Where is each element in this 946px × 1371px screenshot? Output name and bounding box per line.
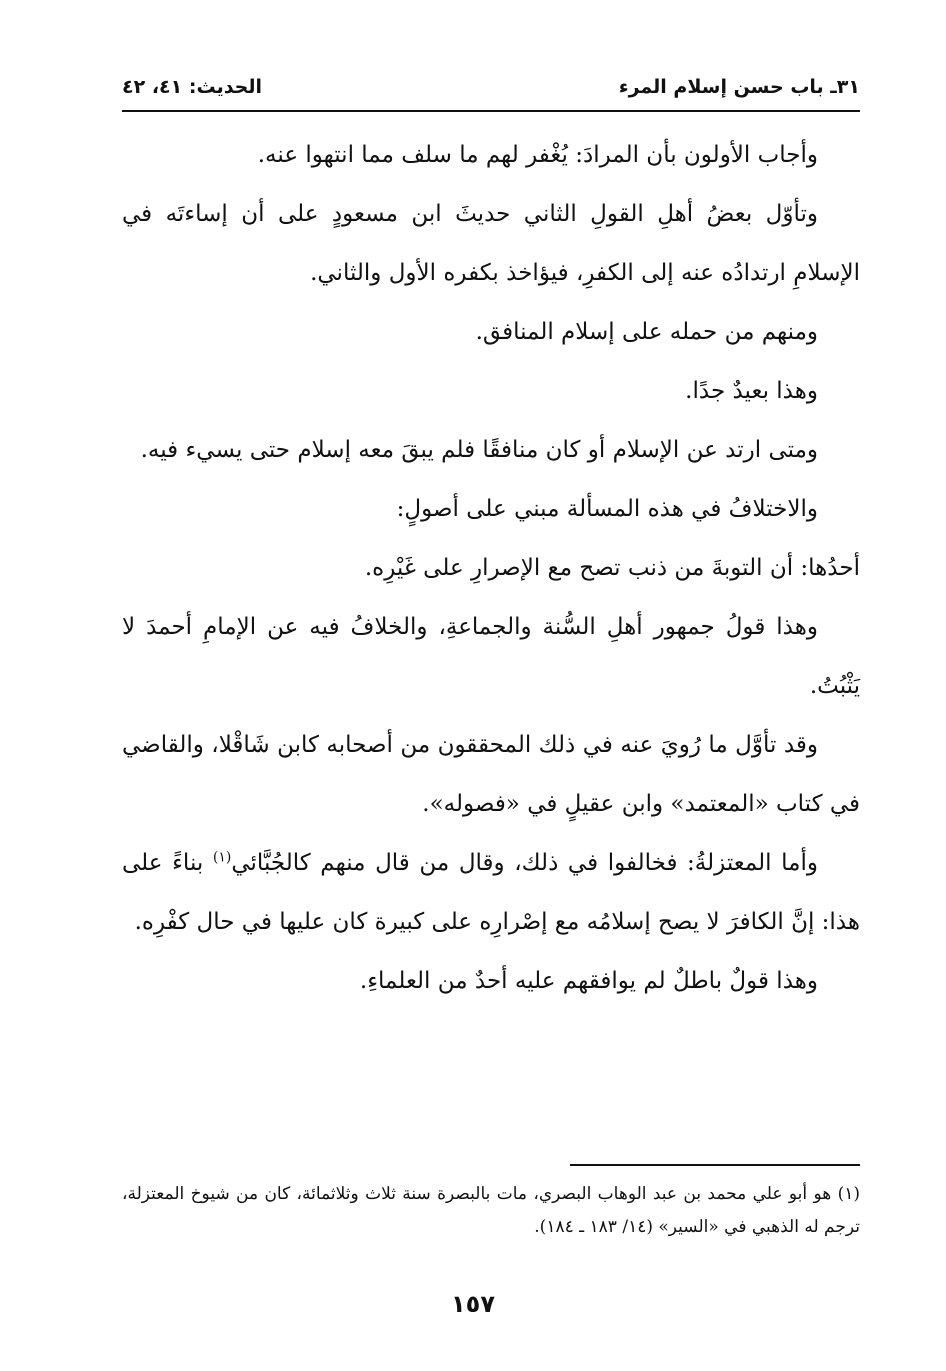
hadith-reference: الحديث: ٤١، ٤٢ [122,76,263,98]
running-header [122,72,860,108]
paragraph: وهذا قولُ جمهور أهلِ السُّنة والجماعةِ، والخلافُ فيه عن الإمامِ أحمدَ لا يَثْبُتُ. [122,614,860,699]
footnote-marker: (١) [212,849,232,866]
footnote-1: (١) هو أبو علي محمد بن عبد الوهاب البصري، مات بالبصرة سنة ثلاث وثلاثمائة، كان من شيوخ المعتزلة، ترجم له الذهبي في «السير» (١٤/ ١٨٣ ـ ١٨٤). [122,1184,860,1237]
paragraph: وهذا بعيدٌ جدًا. [685,378,818,404]
paragraph: أحدُها: أن التوبةَ من ذنب تصح مع الإصرارِ على غَيْرِه. [364,555,860,581]
paragraph: والاختلافُ في هذه المسألة مبني على أصولٍ: [396,496,818,522]
paragraph: وتأوّل بعضُ أهلِ القولِ الثاني حديثَ ابن مسعودٍ على أن إساءتَه في الإسلامِ ارتدادُه عنه إلى الكفرِ، فيؤاخذ بكفره الأول والثاني. [122,201,860,286]
main-text [122,126,860,1011]
paragraph-mutazila [122,834,860,952]
footnotes [122,1178,860,1244]
paragraph: وهذا قولٌ باطلٌ لم يوافقهم عليه أحدٌ من العلماءِ. [359,968,818,994]
paragraph: وقد تأوَّل ما رُويَ عنه في ذلك المحققون من أصحابه كابن شَاقْلا، والقاضي في كتاب «المعتمد» وابن عقيلٍ في «فصوله». [122,732,860,817]
header-rule [122,110,860,112]
paragraph: ومتى ارتد عن الإسلام أو كان منافقًا فلم يبقَ معه إسلام حتى يسيء فيه. [140,437,818,463]
mutazila-text-start: وأما المعتزلةُ: فخالفوا في ذلك، وقال من قال منهم كالجُبَّائي [231,850,819,876]
mutazila-text-end: بناءً على هذا: إنَّ الكافرَ لا يصح إسلامُه مع إصْرارِه على كبيرة كان عليها في حال كفْرِه. [122,850,860,935]
footnote-rule [570,1164,860,1166]
paragraph: ومنهم من حمله على إسلام المنافق. [475,319,818,345]
paragraph: وأجاب الأولون بأن المرادَ: يُغْفر لهم ما سلف مما انتهوا عنه. [257,142,818,168]
page-number: ١٥٧ [451,1290,495,1318]
chapter-title: ٣١ـ باب حسن إسلام المرء [618,76,860,98]
